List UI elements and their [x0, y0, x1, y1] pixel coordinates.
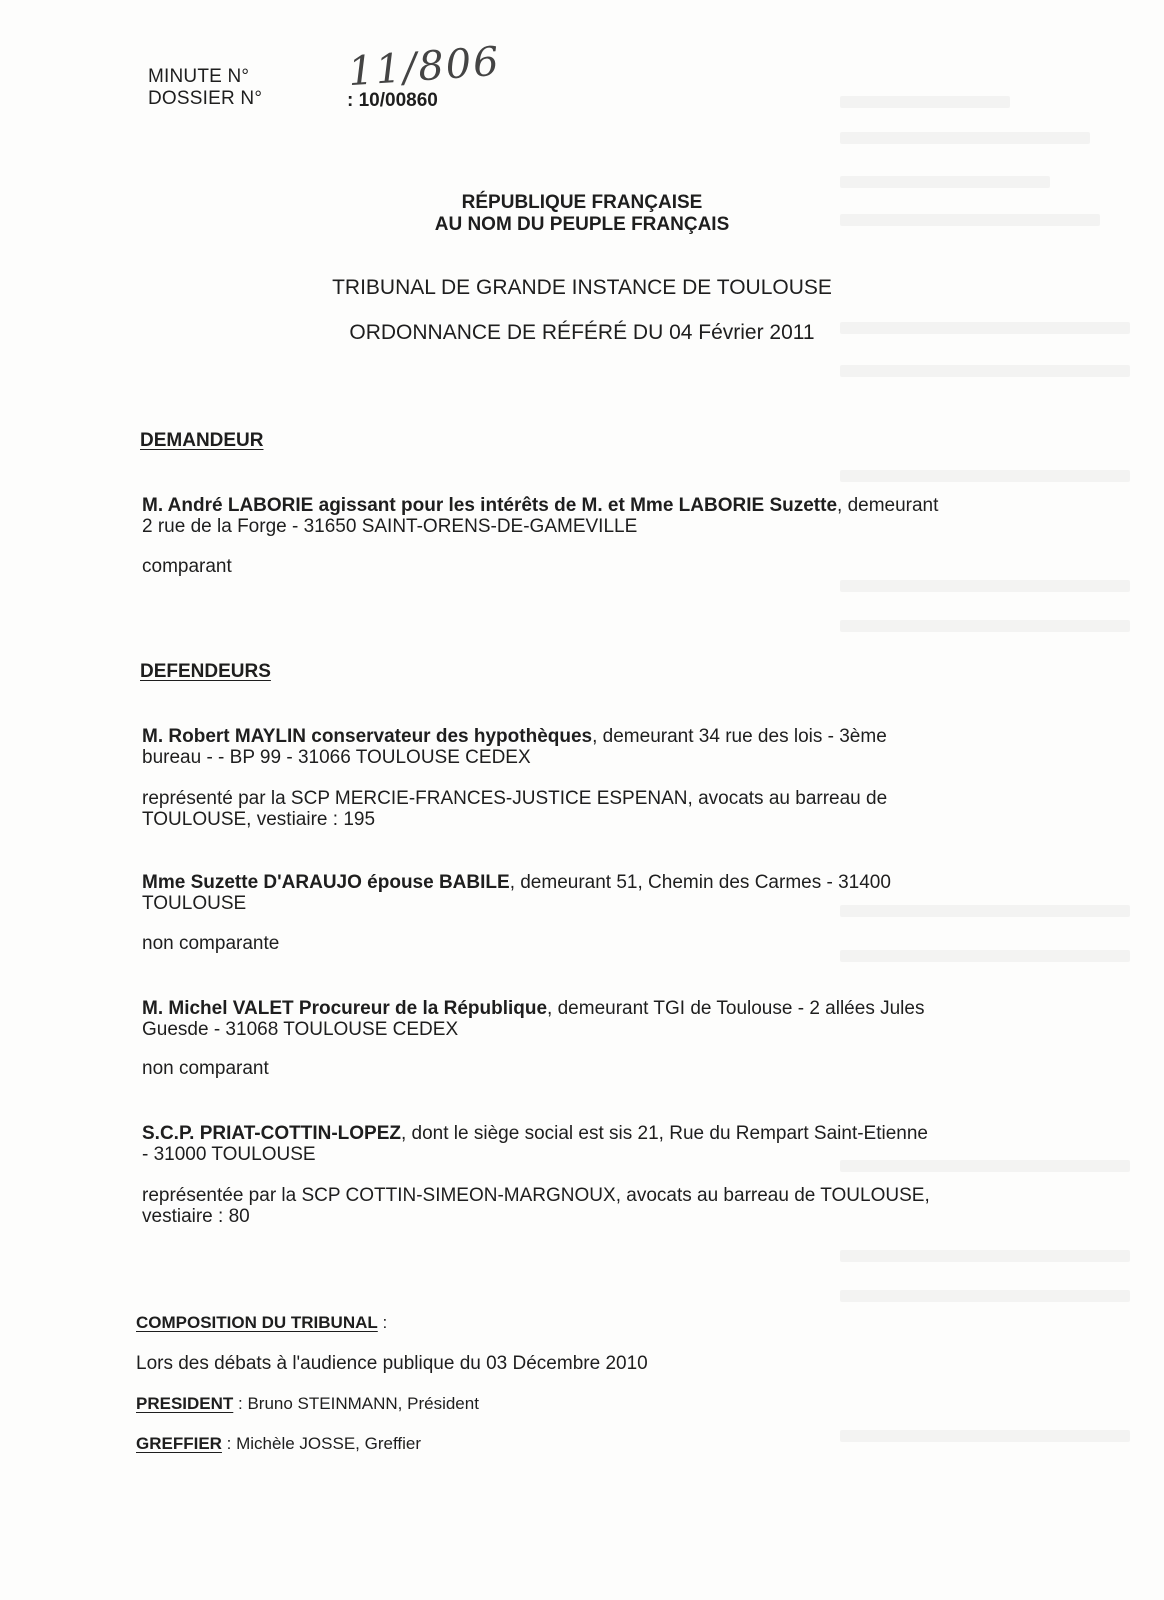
defendeur-address-b: bureau - - BP 99 - 31066 TOULOUSE CEDEX [142, 747, 531, 768]
defendeur-party [142, 1123, 1012, 1165]
demandeur-address-b: 2 rue de la Forge - 31650 SAINT-ORENS-DE-GAMEVILLE [142, 516, 638, 537]
dossier-label: DOSSIER N° [148, 88, 263, 109]
composition-heading-line [136, 1312, 1006, 1333]
defendeur-rep-b: vestiaire : 80 [142, 1206, 250, 1227]
defendeurs-heading: DEFENDEURS [140, 661, 271, 682]
greffier-line [136, 1433, 1006, 1454]
bleed-through-line [840, 96, 1010, 108]
defendeur-name: S.C.P. PRIAT-COTTIN-LOPEZ [142, 1123, 401, 1144]
greffier-label: GREFFIER [136, 1434, 222, 1453]
minute-handwritten-number: 11/806 [346, 38, 503, 96]
demandeur-heading: DEMANDEUR [140, 430, 264, 451]
defendeur-name: M. Robert MAYLIN conservateur des hypothèques [142, 726, 593, 747]
defendeur-address-a: , demeurant TGI de Toulouse - 2 allées Jules [547, 998, 925, 1019]
au-nom-title: AU NOM DU PEUPLE FRANÇAIS [434, 214, 730, 235]
ordonnance-title: ORDONNANCE DE RÉFÉRÉ DU 04 Février 2011 [349, 321, 815, 344]
defendeur-party [142, 872, 1012, 914]
defendeur-address-a: , demeurant 34 rue des lois - 3ème [592, 726, 887, 747]
bleed-through-line [840, 1250, 1130, 1262]
defendeur-rep-a: représenté par la SCP MERCIE-FRANCES-JUSTICE ESPENAN, avocats au barreau de [142, 788, 888, 809]
president-line [136, 1393, 1006, 1414]
demandeur-party [142, 495, 1012, 537]
president-value: : Bruno STEINMANN, Président [233, 1394, 479, 1413]
defendeur-address-b: TOULOUSE [142, 893, 247, 914]
minute-label: MINUTE N° [148, 66, 250, 87]
defendeur-address-a: , dont le siège social est sis 21, Rue du Rempart Saint-Etienne [400, 1123, 928, 1144]
bleed-through-line [840, 620, 1130, 632]
bleed-through-line [840, 365, 1130, 377]
greffier-value: : Michèle JOSSE, Greffier [221, 1434, 421, 1453]
composition-heading: COMPOSITION DU TRIBUNAL [136, 1313, 378, 1332]
defendeur-rep-a: représentée par la SCP COTTIN-SIMEON-MARGNOUX, avocats au barreau de TOULOUSE, [142, 1185, 930, 1206]
defendeur-status: non comparante [142, 933, 280, 954]
bleed-through-line [840, 132, 1090, 144]
president-label: PRESIDENT [136, 1394, 234, 1413]
defendeur-address-b: Guesde - 31068 TOULOUSE CEDEX [142, 1019, 459, 1040]
demandeur-address-a: , demeurant [837, 495, 939, 516]
defendeur-name: Mme Suzette D'ARAUJO épouse BABILE [142, 872, 510, 893]
dossier-number: : 10/00860 [347, 90, 438, 111]
defendeur-party [142, 726, 1012, 768]
demandeur-name: M. André LABORIE agissant pour les intérêts de M. et Mme LABORIE Suzette [142, 495, 838, 516]
bleed-through-line [840, 470, 1130, 482]
defendeur-representation [142, 788, 1012, 830]
defendeur-status: non comparant [142, 1058, 269, 1079]
bleed-through-line [840, 580, 1130, 592]
republique-title: RÉPUBLIQUE FRANÇAISE [461, 192, 703, 213]
bleed-through-line [840, 1290, 1130, 1302]
defendeur-name: M. Michel VALET Procureur de la République [142, 998, 548, 1019]
defendeur-address-a: , demeurant 51, Chemin des Carmes - 31400 [509, 872, 891, 893]
debats-line: Lors des débats à l'audience publique du 03 Décembre 2010 [136, 1353, 648, 1374]
defendeur-party [142, 998, 1012, 1040]
composition-heading-suffix: : [377, 1313, 388, 1332]
defendeur-rep-b: TOULOUSE, vestiaire : 195 [142, 809, 376, 830]
tribunal-title: TRIBUNAL DE GRANDE INSTANCE DE TOULOUSE [332, 276, 832, 299]
defendeur-representation [142, 1185, 1012, 1227]
demandeur-status: comparant [142, 556, 232, 577]
bleed-through-line [840, 176, 1050, 188]
defendeur-address-b: - 31000 TOULOUSE [142, 1144, 316, 1165]
